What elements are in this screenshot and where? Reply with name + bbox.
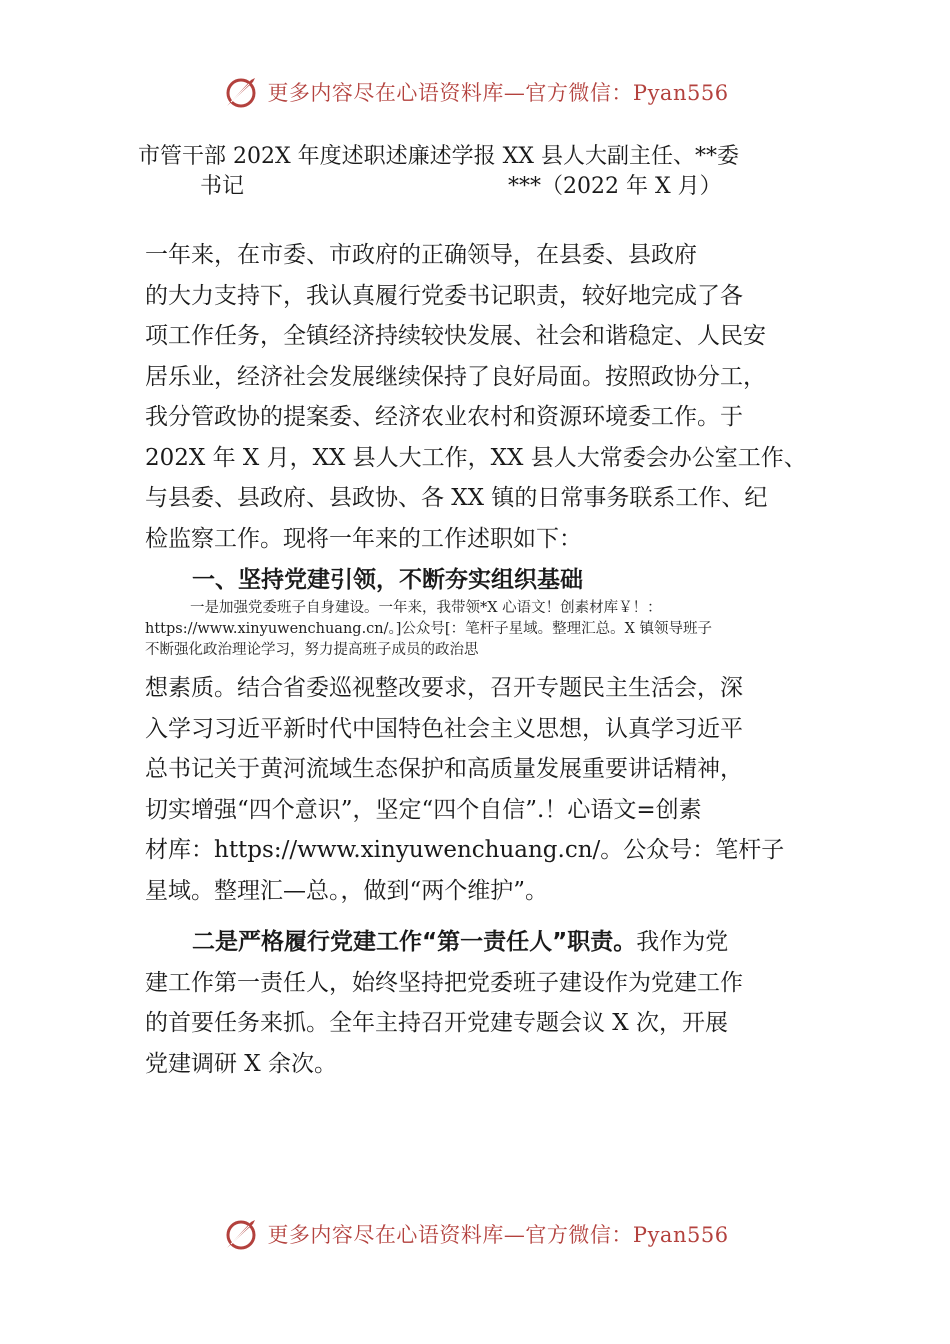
document-title-line1: 市管干部 202X 年度述职述廉述学报 XX 县人大副主任、**委 bbox=[138, 144, 739, 169]
intro-line-6: 202X 年 X 月，XX 县人大工作，XX 县人大常委会办公室工作、 bbox=[145, 444, 807, 471]
section1-line-5: 材库：https://www.xinyuwenchuang.cn/。公众号：笔杆子 bbox=[145, 837, 785, 863]
document-title-line2 bbox=[200, 172, 840, 202]
quill-logo-icon bbox=[221, 72, 261, 112]
small-line-2: https://www.xinyuwenchuang.cn/。]公众号[：笔杆子星域。整理汇总。X 镇领导班子 bbox=[145, 621, 713, 637]
quill-logo-icon bbox=[221, 1214, 261, 1254]
header-banner bbox=[0, 70, 950, 114]
intro-line-2: 的大力支持下，我认真履行党委书记职责，较好地完成了各 bbox=[145, 282, 743, 309]
section2-line-4: 党建调研 X 余次。 bbox=[145, 1050, 337, 1077]
footer-banner bbox=[0, 1212, 950, 1256]
section-heading-1: 一、坚持党建引领，不断夯实组织基础 bbox=[192, 567, 583, 593]
banner-text: 更多内容尽在心语资料库—官方微信：Pyan556 bbox=[267, 81, 729, 105]
section2-line-1 bbox=[192, 922, 872, 963]
section1-line-6: 星域。整理汇—总。，做到“两个维护”。 bbox=[145, 877, 549, 904]
title-line2-right: ***（2022 年 X 月） bbox=[508, 174, 722, 199]
section2-first-rest: 我作为党 bbox=[636, 929, 729, 955]
small-line-3: 不断强化政治理论学习，努力提高班子成员的政治思 bbox=[145, 642, 479, 658]
section2-lead: 二是严格履行党建工作“第一责任人”职责。 bbox=[192, 929, 637, 955]
title-line2-left: 书记 bbox=[200, 174, 245, 199]
small-line-1: 一是加强党委班子自身建设。一年来，我带领*X 心语文！创素材库￥！： bbox=[190, 600, 662, 616]
banner-text: 更多内容尽在心语资料库—官方微信：Pyan556 bbox=[267, 1223, 729, 1247]
intro-line-8: 检监察工作。现将一年来的工作述职如下： bbox=[145, 525, 582, 552]
section1-line-3: 总书记关于黄河流域生态保护和高质量发展重要讲话精神， bbox=[145, 756, 743, 782]
section1-line-1: 想素质。结合省委巡视整改要求，召开专题民主生活会，深 bbox=[145, 675, 743, 701]
section1-line-2: 入学习习近平新时代中国特色社会主义思想，认真学习近平 bbox=[145, 715, 743, 742]
section2-line-2: 建工作第一责任人，始终坚持把党委班子建设作为党建工作 bbox=[145, 969, 743, 996]
intro-line-3: 项工作任务，全镇经济持续较快发展、社会和谐稳定、人民安 bbox=[145, 323, 766, 349]
intro-line-4: 居乐业，经济社会发展继续保持了良好局面。按照政协分工， bbox=[145, 363, 766, 390]
intro-line-1: 一年来，在市委、市政府的正确领导，在县委、县政府 bbox=[145, 242, 697, 268]
intro-line-5: 我分管政协的提案委、经济农业农村和资源环境委工作。于 bbox=[145, 404, 743, 430]
section2-line-3: 的首要任务来抓。全年主持召开党建专题会议 X 次，开展 bbox=[145, 1010, 728, 1036]
intro-line-7: 与县委、县政府、县政协、各 XX 镇的日常事务联系工作、纪 bbox=[145, 485, 768, 511]
section1-line-4: 切实增强“四个意识”，坚定“四个自信”.！心语文=创素 bbox=[145, 796, 702, 823]
